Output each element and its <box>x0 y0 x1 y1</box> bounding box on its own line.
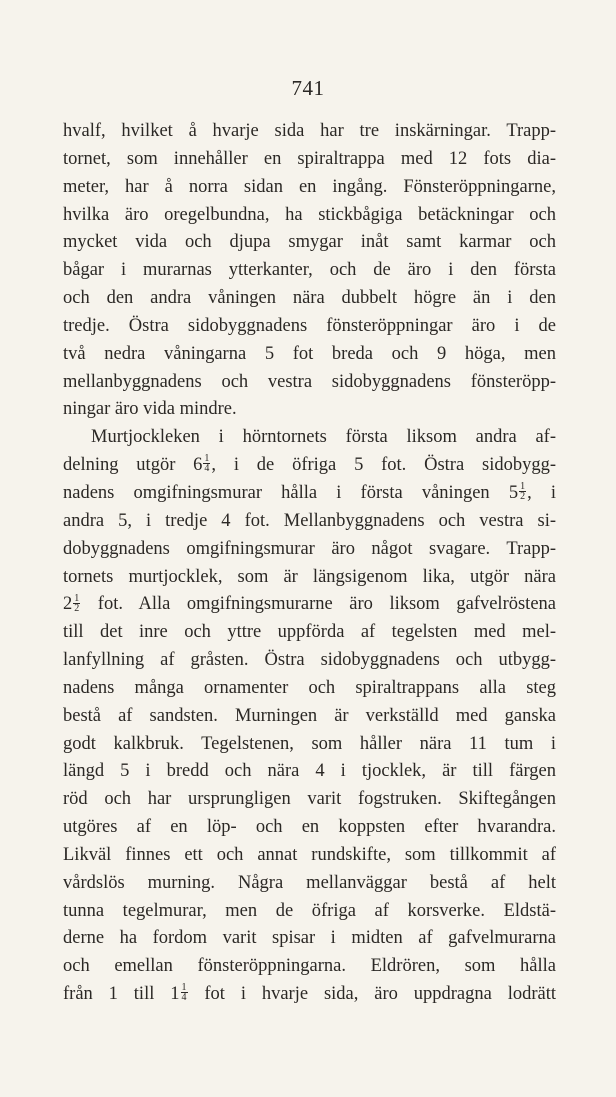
text-line: godt kalkbruk. Tegelstenen, som håller nära 11 tum i <box>63 733 556 754</box>
text-line: hvalf, hvilket å hvarje sida har tre inskärningar. Trapp- <box>63 121 556 141</box>
text-line: bågar i murarnas ytterkanter, och de äro i den första <box>63 260 556 281</box>
text-line: delning utgör 6 $\frac{1}{4}$ , i de öfriga 5 fot. Östra sidobygg- <box>63 453 556 476</box>
text-line: lanfyllning af gråsten. Östra sidobyggnadens och utbygg- <box>63 650 556 671</box>
text-line: mycket vida och djupa smygar inåt samt karmar och <box>63 232 556 253</box>
paragraph <box>63 424 556 1009</box>
text-line: dobyggnadens omgifningsmurar äro något svagare. Trapp- <box>63 538 556 559</box>
text-line: och emellan fönsteröppningarna. Eldrören, som hålla <box>63 956 556 977</box>
fraction: $\frac{1}{2}$ <box>74 592 80 614</box>
text-line: 2 $\frac{1}{2}$ fot. Alla omgifningsmurarne äro liksom gafvelröstena <box>63 592 556 615</box>
text-line: nadens omgifningsmurar hålla i första våningen 5 $\frac{1}{2}$ , i <box>63 481 556 503</box>
text-line: ningar äro vida mindre. <box>63 399 237 420</box>
text-line: Murtjockleken i hörntornets första liksom andra af- <box>91 427 556 448</box>
text-line: andra 5, i tredje 4 fot. Mellanbyggnadens och vestra si- <box>63 510 556 531</box>
text-line: röd och har ursprungligen varit fogstruken. Skiftegången <box>63 789 556 810</box>
text-line: längd 5 i bredd och nära 4 i tjocklek, är till färgen <box>63 761 556 782</box>
fraction: $\frac{1}{2}$ <box>520 481 526 503</box>
text-line: tornets murtjocklek, som är längsigenom lika, utgör nära <box>63 566 556 587</box>
text-line: hvilka äro oregelbundna, ha stickbågiga betäckningar och <box>63 204 556 225</box>
text-line: två nedra våningarna 5 fot breda och 9 höga, men <box>63 343 556 364</box>
text-line: och den andra våningen nära dubbelt högre än i den <box>63 288 556 309</box>
page-number: 741 <box>291 76 325 100</box>
text-line: till det inre och yttre uppförda af tegelsten med mel- <box>63 622 556 643</box>
text-line: tredje. Östra sidobyggnadens fönsteröppningar äro i de <box>63 315 556 336</box>
text-line: Likväl finnes ett och annat rundskifte, som tillkommit af <box>63 844 556 865</box>
text-line: tunna tegelmurar, men de öfriga af korsverke. Eldstä- <box>63 900 556 921</box>
text-line: derne ha fordom varit spisar i midten af gafvelmurarna <box>63 928 556 949</box>
text-line: mellanbyggnadens och vestra sidobyggnadens fönsteröpp- <box>63 371 556 392</box>
text-line: meter, har å norra sidan en ingång. Fönsteröppningarne, <box>63 176 556 197</box>
text-line: från 1 till 1 $\frac{1}{4}$ fot i hvarje sida, äro uppdragna lodrätt <box>63 982 556 1005</box>
fraction: $\frac{1}{4}$ <box>204 453 210 475</box>
text-line: vårdslös murning. Några mellanväggar bestå af helt <box>63 872 556 893</box>
paragraph <box>63 118 556 424</box>
text-line: tornet, som innehåller en spiraltrappa med 12 fots dia- <box>63 148 556 169</box>
text-line: utgöres af en löp- och en koppsten efter hvarandra. <box>63 817 556 838</box>
body-text <box>63 118 556 1009</box>
text-line: bestå af sandsten. Murningen är verkställd med ganska <box>63 705 556 726</box>
text-line: nadens många ornamenter och spiraltrappans alla steg <box>63 677 556 698</box>
fraction: $\frac{1}{4}$ <box>181 982 187 1004</box>
